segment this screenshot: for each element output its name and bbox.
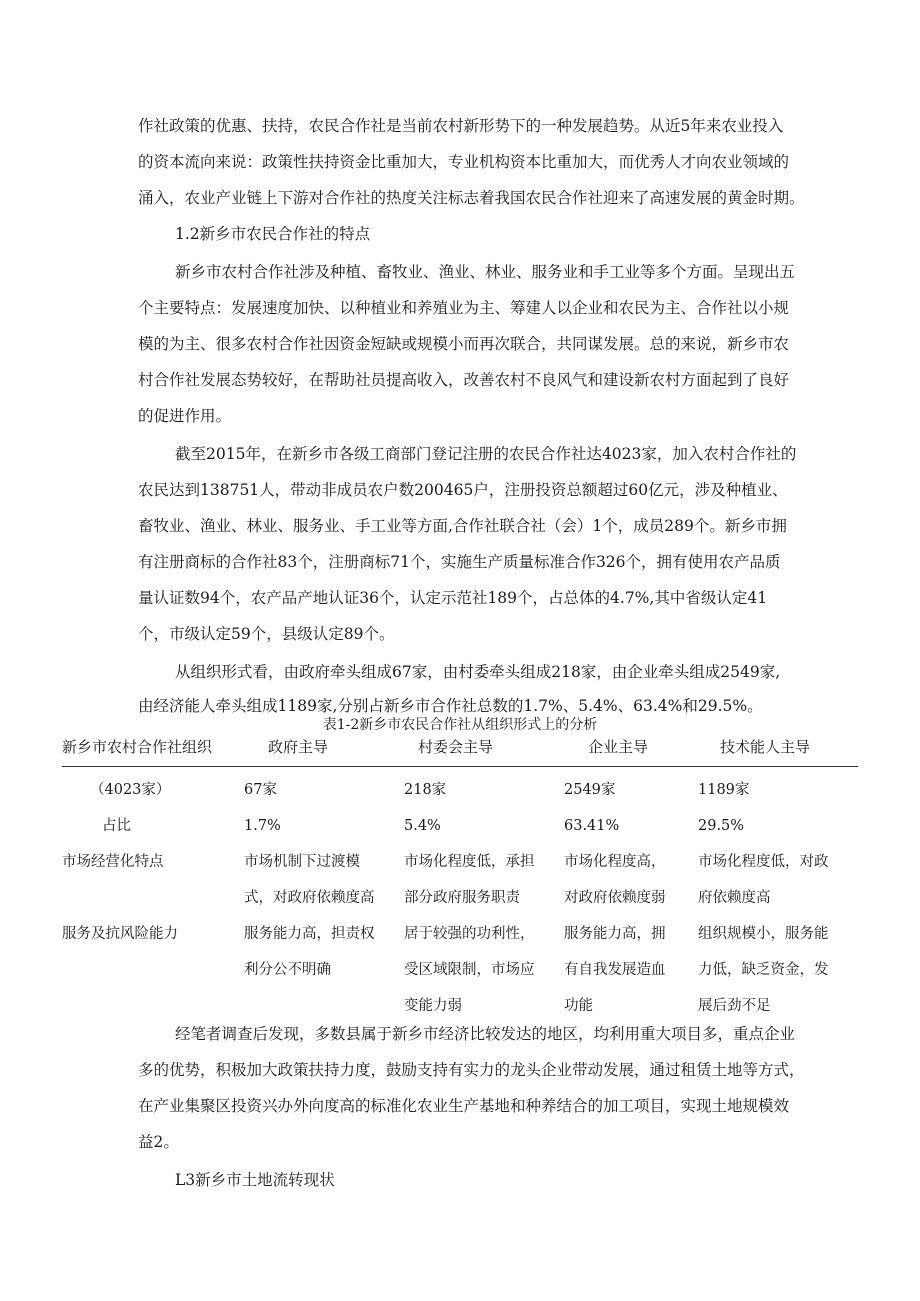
cell-line: 市场化程度低，对政: [698, 854, 829, 870]
survey-line-3: 在产业集聚区投资兴办外向度高的标准化农业生产基地和种养结合的加工项目，实现土地规模效: [138, 1097, 790, 1115]
table-caption: 表1-2新乡市农民合作社从组织形式上的分析: [322, 717, 598, 733]
cell-line: 展后劲不足: [698, 998, 771, 1014]
org-line-1: 从组织形式看，由政府牵头组成67家，由村委牵头组成218家，由企业牵头组成2549家,: [175, 663, 781, 681]
row-count-label: （4023家）: [90, 782, 171, 798]
intro-line-3: 涌入，农业产业链上下游对合作社的热度关注标志着我国农民合作社迎来了高速发展的黄金时期。: [138, 189, 805, 207]
org-line-2: 由经济能人牵头组成1189家,分别占新乡市合作社总数的1.7%、5.4%、63.4%和29.5%。: [138, 697, 763, 715]
section-heading-1-3: L3新乡市土地流转现状: [175, 1171, 335, 1189]
table-cell: [698, 844, 829, 916]
row-share-label: 占比: [102, 818, 131, 834]
table-cell: 67家: [244, 782, 277, 798]
cell-line: 府依赖度高: [698, 890, 771, 906]
table-cell: [698, 916, 829, 1024]
cell-line: 市场化程度高，: [564, 854, 666, 870]
table-cell: 1.7%: [244, 818, 281, 834]
cell-line: 利分公不明确: [244, 962, 331, 978]
stats-line-6: 个，市级认定59个，县级认定89个。: [138, 625, 395, 643]
table-cell: [244, 916, 375, 988]
features-line-2: 个主要特点：发展速度加快、以种植业和养殖业为主、筹建人以企业和农民为主、合作社以小规: [138, 299, 790, 317]
cell-line: 组织规模小，服务能: [698, 926, 829, 942]
table-cell: 218家: [404, 782, 447, 798]
cell-line: 变能力弱: [404, 998, 462, 1014]
table-header-enterprise: 企业主导: [588, 738, 649, 756]
table-cell: 29.5%: [698, 818, 745, 834]
stats-line-4: 有注册商标的合作社83个，注册商标71个，实施生产质量标准合作326个，拥有使用农产品质: [138, 553, 781, 571]
row-market-label: 市场经营化特点: [62, 854, 164, 870]
table-cell: [564, 844, 666, 916]
cell-line: 市场机制下过渡模: [244, 854, 360, 870]
table-cell: [404, 916, 535, 1024]
cell-line: 对政府依赖度弱: [564, 890, 666, 906]
table-header-government: 政府主导: [268, 738, 329, 756]
cell-line: 服务能力高，拥: [564, 926, 666, 942]
intro-line-2: 的资本流向来说：政策性扶持资金比重加大，专业机构资本比重加大，而优秀人才向农业领域的: [138, 153, 790, 171]
stats-line-3: 畜牧业、渔业、林业、服务业、手工业等方面,合作社联合社（会）1个，成员289个。新乡市拥: [138, 517, 787, 535]
cell-line: 受区域限制，市场应: [404, 962, 535, 978]
table-cell: 2549家: [564, 782, 616, 798]
features-line-5: 的促进作用。: [138, 407, 232, 425]
table-cell: [564, 916, 666, 1024]
survey-line-2: 多的优势，积极加大政策扶持力度，鼓励支持有实力的龙头企业带动发展，通过租赁土地等方式，: [138, 1061, 805, 1079]
stats-line-1: 截至2015年，在新乡市各级工商部门登记注册的农民合作社达4023家，加入农村合作社的: [175, 445, 797, 463]
cell-line: 力低，缺乏资金，发: [698, 962, 829, 978]
row-service-label: 服务及抗风险能力: [62, 926, 178, 942]
cell-line: 部分政府服务职责: [404, 890, 520, 906]
cell-line: 服务能力高，担责权: [244, 926, 375, 942]
survey-line-1: 经笔者调查后发现，多数县属于新乡市经济比较发达的地区，均利用重大项目多，重点企业: [175, 1025, 796, 1043]
cell-line: 市场化程度低，承担: [404, 854, 535, 870]
stats-line-2: 农民达到138751人，带动非成员农户数200465户，注册投资总额超过60亿元，涉及种植业、: [138, 481, 788, 499]
table-header-talent: 技术能人主导: [720, 738, 811, 756]
cell-line: 有自我发展造血: [564, 962, 666, 978]
survey-line-4: 益2。: [138, 1133, 179, 1151]
table-cell: 1189家: [698, 782, 750, 798]
stats-line-5: 量认证数94个，农产品产地认证36个，认定示范社189个，占总体的4.7%,其中省级认定41: [138, 589, 768, 607]
section-heading-1-2: 1.2新乡市农民合作社的特点: [175, 225, 371, 243]
intro-line-1: 作社政策的优惠、扶持，农民合作社是当前农村新形势下的一种发展趋势。从近5年来农业投入: [138, 117, 784, 135]
features-line-4: 村合作社发展态势较好，在帮助社员提高收入，改善农村不良风气和建设新农村方面起到了良好: [138, 371, 790, 389]
cell-line: 功能: [564, 998, 593, 1014]
table-header-org: 新乡市农村合作社组织: [62, 738, 213, 756]
table-cell: [404, 844, 535, 916]
table-header-rule: [62, 766, 858, 767]
table-cell: 5.4%: [404, 818, 441, 834]
features-line-1: 新乡市农村合作社涉及种植、畜牧业、渔业、林业、服务业和手工业等多个方面。呈现出五: [175, 263, 796, 281]
features-line-3: 模的为主、很多农村合作社因资金短缺或规模小而再次联合，共同谋发展。总的来说，新乡市农: [138, 335, 790, 353]
cell-line: 居于较强的功利性，: [404, 926, 535, 942]
cell-line: 式，对政府依赖度高: [244, 890, 375, 906]
table-cell: 63.41%: [564, 818, 620, 834]
table-header-village: 村委会主导: [418, 738, 494, 756]
table-cell: [244, 844, 375, 916]
